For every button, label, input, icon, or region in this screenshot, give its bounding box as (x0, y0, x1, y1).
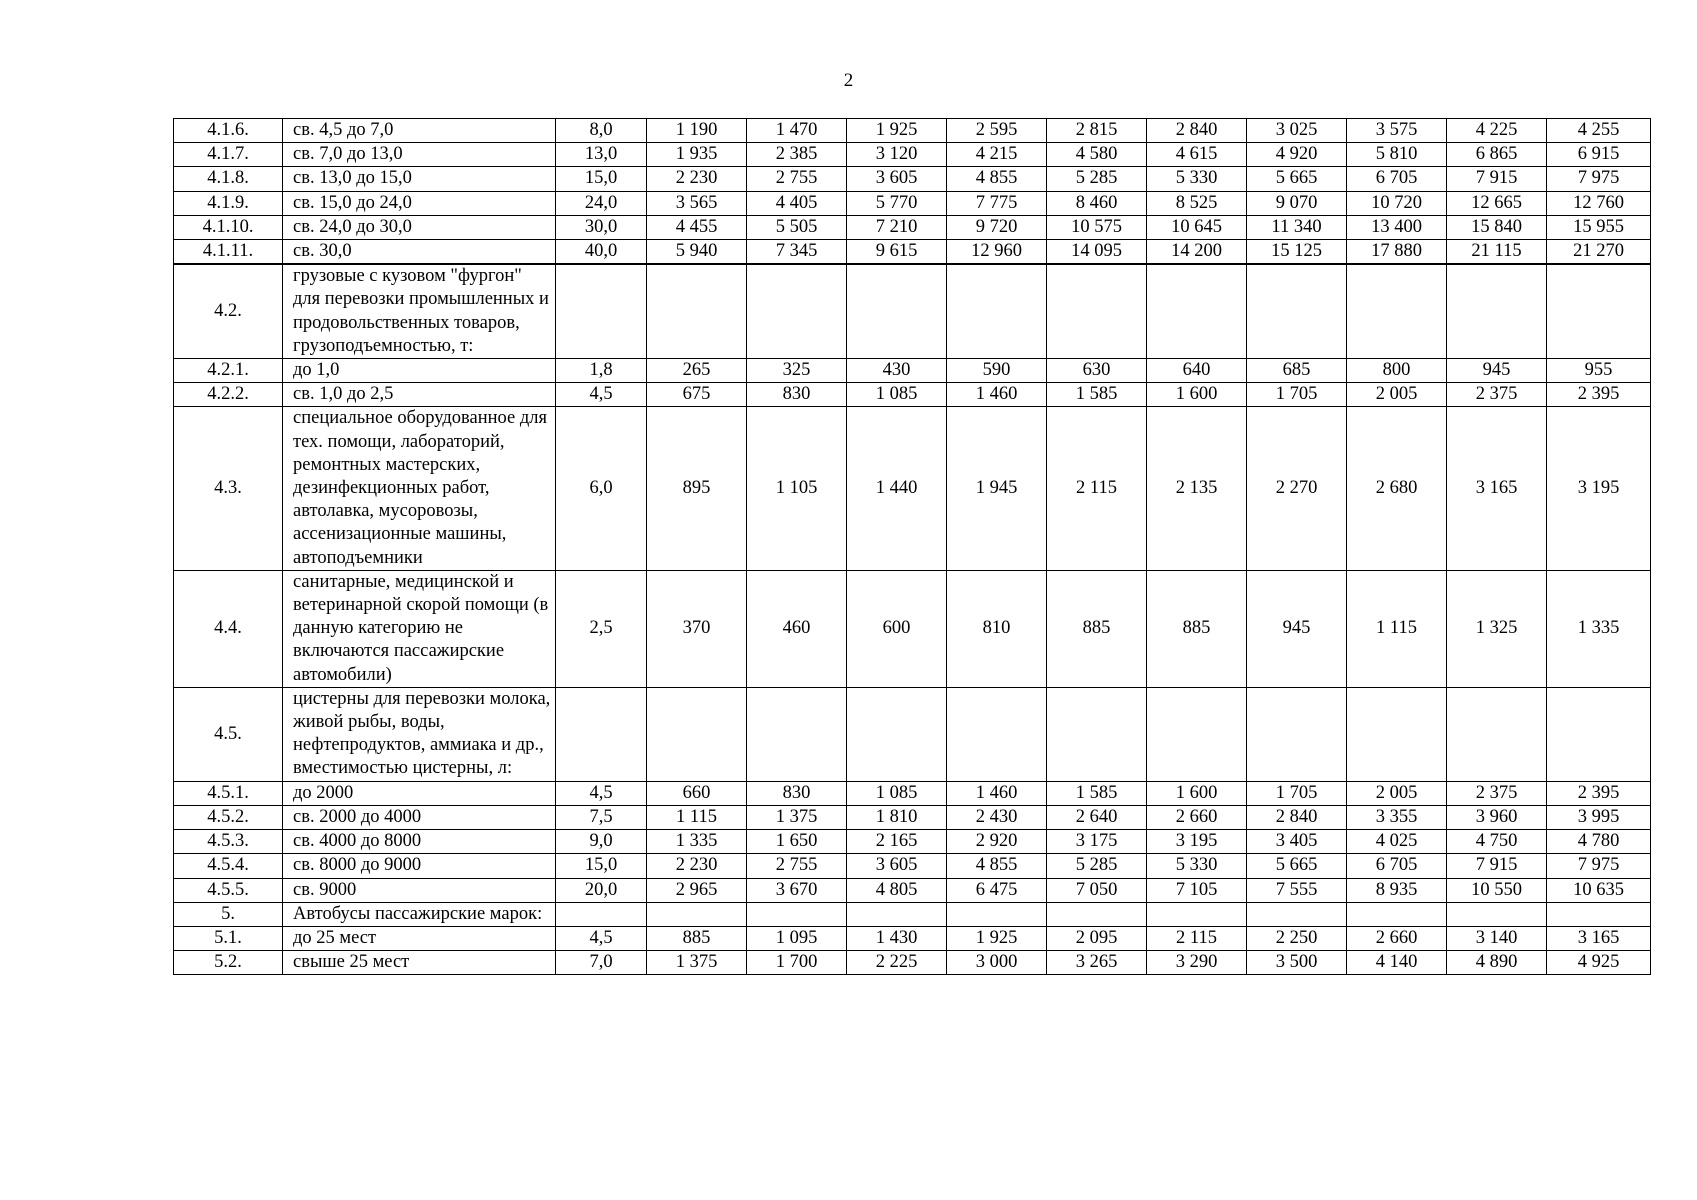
row-value: 12 760 (1547, 191, 1651, 215)
row-value: 5 665 (1247, 167, 1347, 191)
table-row (174, 359, 1651, 383)
table-row (174, 215, 1651, 239)
row-value: 1 705 (1247, 781, 1347, 805)
row-value: 8 935 (1347, 878, 1447, 902)
row-value (647, 264, 747, 358)
row-code: 4.1.8. (174, 167, 283, 191)
row-value: 6 705 (1347, 854, 1447, 878)
row-value: 4 215 (947, 143, 1047, 167)
row-value: 2 230 (647, 854, 747, 878)
row-value: 15 125 (1247, 240, 1347, 265)
row-value: 7 975 (1547, 854, 1651, 878)
row-value: 6 475 (947, 878, 1047, 902)
row-value: 800 (1347, 359, 1447, 383)
row-name: св. 9000 (283, 878, 556, 902)
table-row (174, 854, 1651, 878)
row-value: 17 880 (1347, 240, 1447, 265)
table-row (174, 926, 1651, 950)
row-value: 5 330 (1147, 854, 1247, 878)
row-value: 945 (1447, 359, 1547, 383)
row-value: 3 195 (1147, 830, 1247, 854)
row-value: 2 660 (1347, 926, 1447, 950)
row-value (1447, 687, 1547, 781)
row-value: 2 250 (1247, 926, 1347, 950)
row-coefficient: 2,5 (556, 570, 647, 687)
row-name: специальное оборудованное для тех. помощи, лабораторий, ремонтных мастерских, дезинфекционных работ, автолавка, мусоровозы, ассенизационные машины, автоподъемники (283, 407, 556, 570)
row-value: 1 705 (1247, 383, 1347, 407)
row-value: 830 (747, 383, 847, 407)
row-coefficient: 7,5 (556, 805, 647, 829)
row-value: 1 600 (1147, 781, 1247, 805)
row-value (647, 687, 747, 781)
row-value: 5 285 (1047, 167, 1147, 191)
table-row (174, 407, 1651, 570)
row-code: 4.1.6. (174, 119, 283, 143)
row-value: 885 (647, 926, 747, 950)
row-value: 2 095 (1047, 926, 1147, 950)
row-value: 2 595 (947, 119, 1047, 143)
row-name: до 2000 (283, 781, 556, 805)
row-value: 7 555 (1247, 878, 1347, 902)
row-coefficient: 30,0 (556, 215, 647, 239)
row-value: 2 840 (1247, 805, 1347, 829)
row-value: 1 460 (947, 383, 1047, 407)
row-value: 2 920 (947, 830, 1047, 854)
row-value: 14 200 (1147, 240, 1247, 265)
table-row (174, 805, 1651, 829)
row-code: 5. (174, 902, 283, 926)
row-value: 3 290 (1147, 951, 1247, 975)
row-coefficient: 4,5 (556, 926, 647, 950)
row-value: 370 (647, 570, 747, 687)
row-value: 4 025 (1347, 830, 1447, 854)
row-name: св. 4,5 до 7,0 (283, 119, 556, 143)
row-value: 2 430 (947, 805, 1047, 829)
row-value: 7 345 (747, 240, 847, 265)
table-row (174, 191, 1651, 215)
row-value: 7 775 (947, 191, 1047, 215)
row-value: 13 400 (1347, 215, 1447, 239)
row-coefficient: 24,0 (556, 191, 647, 215)
row-value: 885 (1147, 570, 1247, 687)
row-value: 3 960 (1447, 805, 1547, 829)
row-value: 4 225 (1447, 119, 1547, 143)
row-value: 660 (647, 781, 747, 805)
row-value: 4 855 (947, 167, 1047, 191)
row-name: св. 4000 до 8000 (283, 830, 556, 854)
row-coefficient: 4,5 (556, 781, 647, 805)
row-coefficient: 6,0 (556, 407, 647, 570)
row-name: цистерны для перевозки молока, живой рыбы, воды, нефтепродуктов, аммиака и др., вместимостью цистерны, л: (283, 687, 556, 781)
row-value: 5 505 (747, 215, 847, 239)
row-value: 2 755 (747, 854, 847, 878)
row-value: 2 230 (647, 167, 747, 191)
row-name: св. 24,0 до 30,0 (283, 215, 556, 239)
row-value (747, 687, 847, 781)
row-coefficient: 8,0 (556, 119, 647, 143)
table-row (174, 902, 1651, 926)
row-value: 945 (1247, 570, 1347, 687)
row-value: 265 (647, 359, 747, 383)
row-value: 9 720 (947, 215, 1047, 239)
row-value: 2 005 (1347, 781, 1447, 805)
row-value: 2 225 (847, 951, 947, 975)
row-value: 2 270 (1247, 407, 1347, 570)
row-value: 4 920 (1247, 143, 1347, 167)
row-value: 7 210 (847, 215, 947, 239)
table-row (174, 240, 1651, 265)
row-value: 2 840 (1147, 119, 1247, 143)
row-value: 5 810 (1347, 143, 1447, 167)
row-value: 1 925 (847, 119, 947, 143)
row-coefficient: 15,0 (556, 167, 647, 191)
row-value: 460 (747, 570, 847, 687)
row-value: 1 925 (947, 926, 1047, 950)
row-value: 3 140 (1447, 926, 1547, 950)
row-value: 6 915 (1547, 143, 1651, 167)
row-value: 2 385 (747, 143, 847, 167)
row-value: 3 120 (847, 143, 947, 167)
row-value: 1 325 (1447, 570, 1547, 687)
row-value: 3 405 (1247, 830, 1347, 854)
row-coefficient: 9,0 (556, 830, 647, 854)
row-value: 21 270 (1547, 240, 1651, 265)
row-coefficient: 20,0 (556, 878, 647, 902)
row-value: 10 575 (1047, 215, 1147, 239)
row-value: 4 805 (847, 878, 947, 902)
row-value: 1 105 (747, 407, 847, 570)
row-value: 4 140 (1347, 951, 1447, 975)
row-code: 4.5.5. (174, 878, 283, 902)
row-value: 325 (747, 359, 847, 383)
row-value (1047, 902, 1147, 926)
row-name: свыше 25 мест (283, 951, 556, 975)
row-code: 4.5. (174, 687, 283, 781)
row-value: 1 810 (847, 805, 947, 829)
row-value: 9 070 (1247, 191, 1347, 215)
row-value: 2 115 (1047, 407, 1147, 570)
row-value: 1 115 (647, 805, 747, 829)
row-value (847, 264, 947, 358)
table-row (174, 951, 1651, 975)
row-value: 3 565 (647, 191, 747, 215)
row-value: 8 460 (1047, 191, 1147, 215)
row-coefficient: 4,5 (556, 383, 647, 407)
row-value: 3 165 (1547, 926, 1651, 950)
row-value: 6 865 (1447, 143, 1547, 167)
row-value (1147, 902, 1247, 926)
row-value: 1 335 (1547, 570, 1651, 687)
row-value: 2 660 (1147, 805, 1247, 829)
row-value: 3 670 (747, 878, 847, 902)
row-code: 4.2. (174, 264, 283, 358)
table-row (174, 143, 1651, 167)
row-value: 895 (647, 407, 747, 570)
row-value: 955 (1547, 359, 1651, 383)
row-value: 1 600 (1147, 383, 1247, 407)
tariff-table (173, 118, 1651, 975)
row-coefficient (556, 902, 647, 926)
row-value (1347, 264, 1447, 358)
row-code: 4.5.1. (174, 781, 283, 805)
row-value: 2 375 (1447, 383, 1547, 407)
row-name: св. 15,0 до 24,0 (283, 191, 556, 215)
row-value: 3 995 (1547, 805, 1651, 829)
row-value: 4 890 (1447, 951, 1547, 975)
row-value: 2 680 (1347, 407, 1447, 570)
row-value: 600 (847, 570, 947, 687)
row-value: 10 635 (1547, 878, 1651, 902)
row-value: 4 255 (1547, 119, 1651, 143)
row-value (947, 902, 1047, 926)
row-name: св. 1,0 до 2,5 (283, 383, 556, 407)
row-value (1247, 902, 1347, 926)
row-value: 3 000 (947, 951, 1047, 975)
row-value: 2 115 (1147, 926, 1247, 950)
row-value: 1 335 (647, 830, 747, 854)
row-code: 5.2. (174, 951, 283, 975)
row-value (747, 902, 847, 926)
row-value: 15 840 (1447, 215, 1547, 239)
row-value (647, 902, 747, 926)
row-value: 2 375 (1447, 781, 1547, 805)
row-value: 1 375 (647, 951, 747, 975)
row-value: 1 945 (947, 407, 1047, 570)
row-value: 3 165 (1447, 407, 1547, 570)
row-value: 1 460 (947, 781, 1047, 805)
row-value: 7 105 (1147, 878, 1247, 902)
row-value: 5 940 (647, 240, 747, 265)
row-value: 3 195 (1547, 407, 1651, 570)
row-value (1547, 264, 1651, 358)
row-value (747, 264, 847, 358)
row-name: св. 13,0 до 15,0 (283, 167, 556, 191)
row-name: до 1,0 (283, 359, 556, 383)
row-value: 1 585 (1047, 383, 1147, 407)
row-value: 3 605 (847, 167, 947, 191)
row-value: 5 770 (847, 191, 947, 215)
row-code: 4.2.1. (174, 359, 283, 383)
row-value (947, 687, 1047, 781)
row-coefficient: 15,0 (556, 854, 647, 878)
row-name: св. 8000 до 9000 (283, 854, 556, 878)
row-value: 1 935 (647, 143, 747, 167)
row-value: 4 405 (747, 191, 847, 215)
row-value: 3 575 (1347, 119, 1447, 143)
row-value: 4 780 (1547, 830, 1651, 854)
row-value (1247, 264, 1347, 358)
row-value: 4 925 (1547, 951, 1651, 975)
table-row (174, 167, 1651, 191)
row-value: 590 (947, 359, 1047, 383)
row-value: 15 955 (1547, 215, 1651, 239)
row-code: 4.2.2. (174, 383, 283, 407)
row-value: 2 640 (1047, 805, 1147, 829)
table-row (174, 570, 1651, 687)
row-value: 1 700 (747, 951, 847, 975)
row-value: 7 975 (1547, 167, 1651, 191)
row-value: 6 705 (1347, 167, 1447, 191)
table-row (174, 119, 1651, 143)
row-value: 1 085 (847, 781, 947, 805)
row-code: 4.1.7. (174, 143, 283, 167)
table-row (174, 830, 1651, 854)
row-value: 3 265 (1047, 951, 1147, 975)
row-code: 4.3. (174, 407, 283, 570)
row-value: 4 750 (1447, 830, 1547, 854)
row-value: 2 395 (1547, 383, 1651, 407)
row-value: 630 (1047, 359, 1147, 383)
table-row (174, 264, 1651, 358)
row-value: 21 115 (1447, 240, 1547, 265)
row-value: 2 165 (847, 830, 947, 854)
row-coefficient: 7,0 (556, 951, 647, 975)
row-value: 1 650 (747, 830, 847, 854)
row-value (1147, 687, 1247, 781)
table-row (174, 878, 1651, 902)
row-value: 9 615 (847, 240, 947, 265)
row-value: 14 095 (1047, 240, 1147, 265)
row-value: 3 355 (1347, 805, 1447, 829)
table-row (174, 383, 1651, 407)
row-coefficient: 13,0 (556, 143, 647, 167)
row-value: 3 500 (1247, 951, 1347, 975)
row-value: 2 395 (1547, 781, 1651, 805)
row-code: 4.1.9. (174, 191, 283, 215)
row-name: св. 7,0 до 13,0 (283, 143, 556, 167)
table-row (174, 687, 1651, 781)
row-name: грузовые с кузовом "фургон" для перевозки промышленных и продовольственных товаров, грузоподъемностью, т: (283, 264, 556, 358)
row-value (1547, 687, 1651, 781)
row-name: санитарные, медицинской и ветеринарной скорой помощи (в данную категорию не включаются пассажирские автомобили) (283, 570, 556, 687)
row-value: 7 915 (1447, 167, 1547, 191)
row-value (1547, 902, 1651, 926)
row-value: 810 (947, 570, 1047, 687)
row-name: св. 30,0 (283, 240, 556, 265)
row-value (847, 687, 947, 781)
table-row (174, 781, 1651, 805)
row-value: 1 430 (847, 926, 947, 950)
row-value (1147, 264, 1247, 358)
row-coefficient (556, 264, 647, 358)
row-code: 4.5.3. (174, 830, 283, 854)
row-value: 11 340 (1247, 215, 1347, 239)
row-code: 4.1.10. (174, 215, 283, 239)
row-value: 3 025 (1247, 119, 1347, 143)
row-value: 640 (1147, 359, 1247, 383)
row-value: 885 (1047, 570, 1147, 687)
row-value (1247, 687, 1347, 781)
row-value: 7 050 (1047, 878, 1147, 902)
row-value: 675 (647, 383, 747, 407)
row-value: 12 960 (947, 240, 1047, 265)
row-coefficient: 40,0 (556, 240, 647, 265)
row-value: 5 330 (1147, 167, 1247, 191)
row-value: 830 (747, 781, 847, 805)
row-name: до 25 мест (283, 926, 556, 950)
row-value (1347, 687, 1447, 781)
row-value: 4 455 (647, 215, 747, 239)
row-value: 2 815 (1047, 119, 1147, 143)
row-value: 10 720 (1347, 191, 1447, 215)
row-value: 2 965 (647, 878, 747, 902)
row-value: 1 115 (1347, 570, 1447, 687)
row-value: 4 615 (1147, 143, 1247, 167)
row-coefficient (556, 687, 647, 781)
row-code: 4.4. (174, 570, 283, 687)
row-value: 1 085 (847, 383, 947, 407)
row-value: 685 (1247, 359, 1347, 383)
row-value: 12 665 (1447, 191, 1547, 215)
row-value: 10 550 (1447, 878, 1547, 902)
row-value: 5 665 (1247, 854, 1347, 878)
row-name: Автобусы пассажирские марок: (283, 902, 556, 926)
row-name: св. 2000 до 4000 (283, 805, 556, 829)
row-value: 2 755 (747, 167, 847, 191)
row-code: 4.1.11. (174, 240, 283, 265)
row-code: 4.5.2. (174, 805, 283, 829)
row-value: 5 285 (1047, 854, 1147, 878)
row-value: 1 470 (747, 119, 847, 143)
row-value: 3 175 (1047, 830, 1147, 854)
row-value: 4 580 (1047, 143, 1147, 167)
row-value (847, 902, 947, 926)
row-value: 7 915 (1447, 854, 1547, 878)
row-value: 4 855 (947, 854, 1047, 878)
row-code: 5.1. (174, 926, 283, 950)
row-value: 1 585 (1047, 781, 1147, 805)
row-value: 3 605 (847, 854, 947, 878)
page-number: 2 (843, 70, 854, 91)
row-value: 8 525 (1147, 191, 1247, 215)
row-code: 4.5.4. (174, 854, 283, 878)
row-value: 10 645 (1147, 215, 1247, 239)
row-value (1447, 264, 1547, 358)
row-value (1047, 687, 1147, 781)
row-value: 430 (847, 359, 947, 383)
row-value (1447, 902, 1547, 926)
row-value: 1 190 (647, 119, 747, 143)
row-value (1347, 902, 1447, 926)
row-value: 1 375 (747, 805, 847, 829)
row-value: 2 135 (1147, 407, 1247, 570)
table-body (174, 119, 1651, 975)
row-coefficient: 1,8 (556, 359, 647, 383)
row-value: 1 095 (747, 926, 847, 950)
row-value (947, 264, 1047, 358)
row-value: 2 005 (1347, 383, 1447, 407)
row-value: 1 440 (847, 407, 947, 570)
row-value (1047, 264, 1147, 358)
